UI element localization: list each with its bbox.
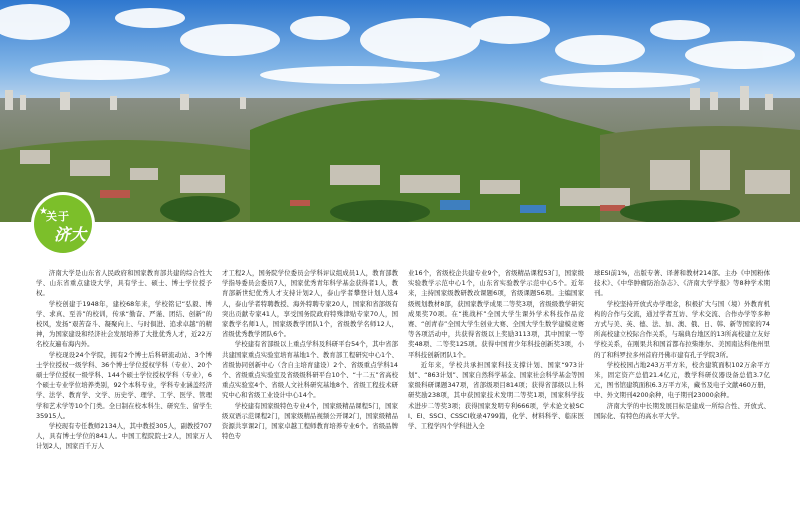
column-3: [408, 268, 584, 518]
star-icon: ★: [39, 206, 48, 217]
paragraph: 学校校园占地243万平方米，校舍建筑面积102万余平方米，固定资产总值21.4亿元，教学科研仪器设备总值3.7亿元，图书馆建筑面积6.3万平方米，藏书及电子文献460万册，中、外文期刊4200余种，电子期刊23000余种。: [594, 360, 770, 400]
paragraph: 学校坚持开放式办学理念，积极扩大与国（境）外教育机构的合作与交流，通过学者互访、学术交流、合作办学等多种方式与美、英、德、法、加、澳、俄、日、韩、新等国家的74所高校建立校际合作关系，与瑞典台地区的13所高校建立友好学校关系，在刚果共和国首都布拉柴维尔、美国南达科他州里的了和科罗拉多州首府丹佛市建有孔子学院3所。: [594, 299, 770, 359]
city-campus-photo: [0, 0, 800, 222]
paragraph: 才工程2人，国务院学位委员会学科评议组成员1人，教育部教学指导委员会委员7人，国家优秀青年科学基金获得者1人，教育部新世纪优秀人才支持计划2人，泰山学者攀登计划人选4人，泰山学者特聘教授、海外特聘专家20人，国家和省部级有突出贡献专家41人，享受国务院政府特殊津贴专家70人，国家教学名师1人，国家级教学团队1个，省级教学名师12人，省级优秀教学团队6个。: [222, 269, 398, 339]
paragraph: 济南大学的中长期发展目标是建成一所综合性、开放式、国际化、有特色的高水平大学。: [594, 401, 770, 420]
paragraph: 学校建有省部级以上重点学科及科研平台54个，其中省部共建国家重点实验室培育基地1个、教育部工程研究中心1个、省级协同创新中心（含自主培育建设）2个、省级重点学科14个、省级重点实验室及省级级科研平台10个、“十二五”省高校重点实验室4个、省级人文社科研究基地8个、省级工程技术研究中心和省级工业设计中心14个。: [222, 340, 398, 400]
badge-line1: 关于: [46, 210, 70, 223]
paragraph: 学校现设24个学院，拥有2个博士后科研流动站、3个博士学位授权一级学科、36个博士学位授权学科（专业）、20个硕士学位授权一级学科、144个硕士学位授权学科（专业），6个硕士专业学位培养类别，92个本科专业，学科专业涵盖经济学、法学、教育学、文学、历史学、理学、工学、医学、管理学和艺术学等10个门类。全日制在校本科生、研究生、留学生35915人。: [36, 350, 212, 420]
paragraph: 学校建有国家级特色专业4个，国家级精品课程5门，国家级双语示范课程2门，国家级精品视频公开课2门，国家级精品资源共享课2门，国家卓越工程师教育培养专业6个。省级品牌特色专: [222, 401, 398, 441]
article-columns: [36, 268, 770, 518]
column-2: [222, 268, 398, 518]
paragraph: 球ESI前1%，出版专著、译著和教材214部。主办《中国粉体技术》、《中华肿瘤防治杂志》、《济南大学学报》等8种学术期刊。: [594, 269, 770, 298]
badge-line2: 济大: [54, 225, 87, 244]
paragraph: 学校创建于1948年，建校68年来，学校铭记“弘毅、博学、求真、至善”的校训，传承“勤奋、严谨、团结、创新”的校风，发扬“艰苦奋斗、凝聚向上、与时俱进、追求卓越”的精神，为国家建设和经济社会发展培养了大批优秀人才，近22万名校友遍布海内外。: [36, 299, 212, 349]
paragraph: 济南大学是山东省人民政府和国家教育部共建的综合性大学、山东省重点建设大学，具有学士、硕士、博士学位授予权。: [36, 269, 212, 298]
about-university-badge: [34, 195, 92, 253]
paragraph: 近年来，学校共承担国家科技支撑计划、国家“973计划”、“863计划”、国家自然科学基金、国家社会科学基金等国家级科研课题347项，省部级项目814项；获得省部级以上科研奖励238项，其中获国家技术发明二等奖1项，国家科学技术进步二等奖3项；获得国家发明专利666项，学术论文被SCI、EI、SSCI、CSSCI收录4799篇，化学、材料科学、临床医学、工程学四个学科进入全: [408, 360, 584, 431]
column-4: [594, 268, 770, 518]
column-1: [36, 268, 212, 518]
paragraph: 业16个，省级校企共建专业9个，省级精品课程53门，国家级实验教学示范中心1个，山东省实验教学示范中心5个。近年来，主持国家级教研教改课题6项，省级课题56项。主编国家级规划教材8部，获国家教学成果二等奖3项，省级级教学研究成果奖70项。在“挑战杯”全国大学生课外学术科技作品竞赛、“创青春”全国大学生创业大赛、全国大学生数学建模竞赛等各项活动中，共获得省级以上奖励3113项，其中国家一等奖48项、二等奖125项。获得中国青少年科技创新奖3项，小平科技创新团队1个。: [408, 269, 584, 359]
paragraph: 学校现有专任教师2134人，其中教授305人，副教授707人，具有博士学位的841人。中国工程院院士2人，国家万人计划2人，国家百千万人: [36, 422, 212, 451]
